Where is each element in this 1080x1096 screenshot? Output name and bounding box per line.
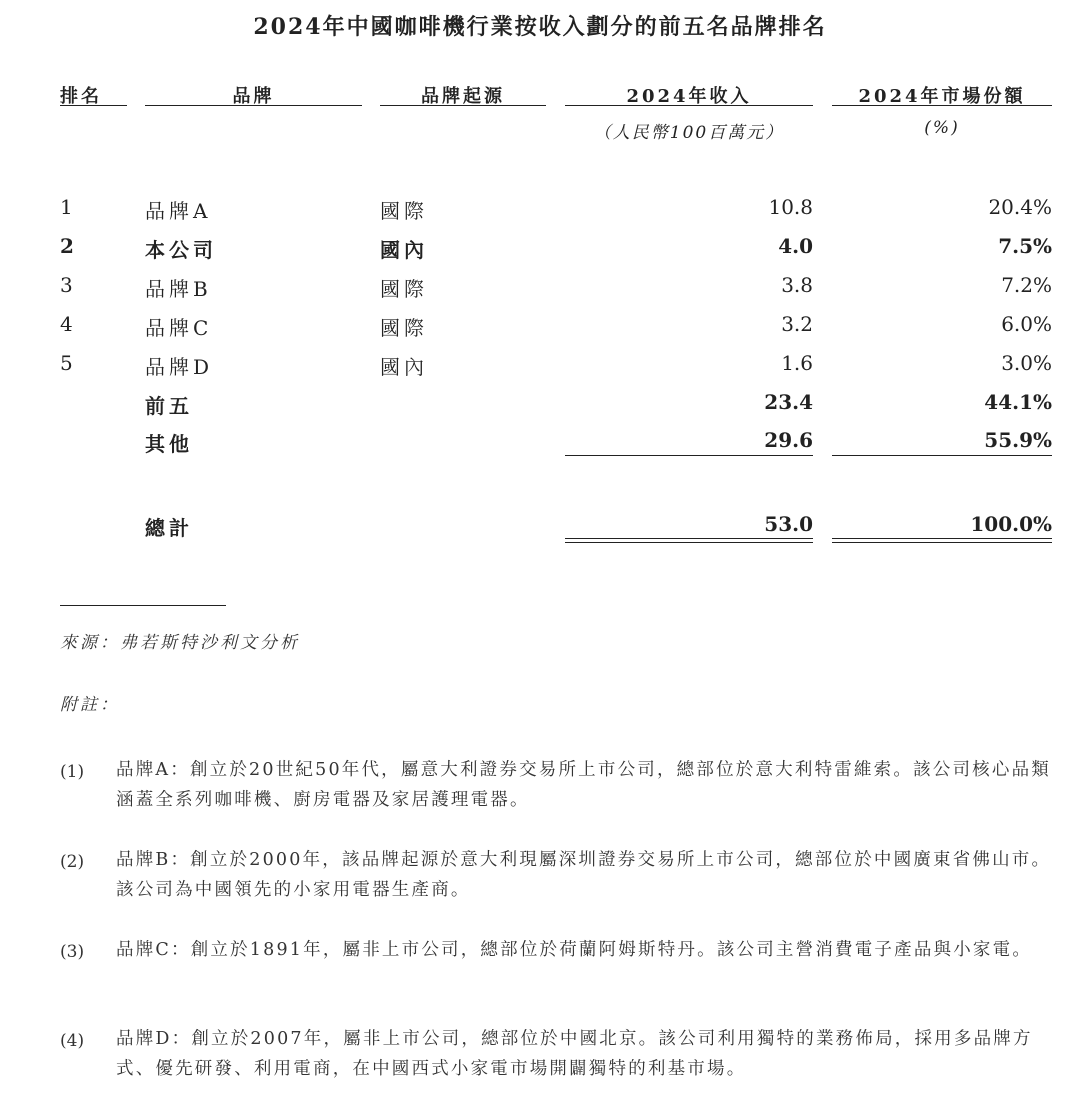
subtotal-top5-label: 前五 (145, 394, 193, 418)
row-2-origin: 國內 (380, 238, 428, 262)
sum-line-revenue (565, 455, 813, 456)
total-share: 100.0% (970, 512, 1052, 536)
row-1-revenue: 10.8 (768, 195, 813, 219)
subtotal-others-label: 其他 (145, 432, 193, 456)
share-unit: (%) (924, 118, 960, 138)
row-1-share: 20.4% (988, 195, 1052, 219)
header-underline-revenue (565, 105, 813, 106)
header-rank: 排名 (60, 86, 102, 107)
footnote-divider (60, 605, 226, 606)
row-2-rank: 2 (60, 234, 74, 258)
row-2-brand: 本公司 (145, 238, 217, 262)
note-3-number: (3) (60, 942, 85, 962)
row-1-brand: 品牌A (145, 199, 212, 223)
header-revenue: 2024年收入 (626, 86, 752, 107)
subtotal-top5-share: 44.1% (984, 390, 1052, 414)
note-3-text: 品牌C：創立於1891年，屬非上市公司，總部位於荷蘭阿姆斯特丹。該公司主營消費電子產品與小家電。 (116, 940, 1033, 960)
total-double-underline-share (832, 538, 1052, 543)
subtotal-others-share: 55.9% (984, 428, 1052, 452)
subtotal-top5-revenue: 23.4 (764, 390, 813, 414)
total-revenue: 53.0 (764, 512, 813, 536)
header-underline-share (832, 105, 1052, 106)
note-2-text: 品牌B：創立於2000年，該品牌起源於意大利現屬深圳證券交易所上市公司，總部位於中國廣東省佛山市。該公司為中國領先的小家用電器生產商。 (116, 850, 1052, 900)
row-3-revenue: 3.8 (781, 273, 813, 297)
revenue-unit: （人民幣100百萬元） (593, 123, 785, 143)
notes-heading: 附註： (60, 695, 120, 715)
source-line: 來源：弗若斯特沙利文分析 (60, 633, 300, 653)
row-2-revenue: 4.0 (778, 234, 813, 258)
row-5-origin: 國內 (380, 355, 428, 379)
table-title: 2024年中國咖啡機行業按收入劃分的前五名品牌排名 (253, 14, 827, 40)
note-2-number: (2) (60, 852, 85, 872)
note-1-text: 品牌A：創立於20世紀50年代，屬意大利證券交易所上市公司，總部位於意大利特雷維索。該公司核心品類涵蓋全系列咖啡機、廚房電器及家居護理電器。 (116, 760, 1051, 810)
header-brand: 品牌 (232, 86, 275, 107)
row-4-brand: 品牌C (145, 316, 213, 340)
sum-line-share (832, 455, 1052, 456)
note-4-text: 品牌D：創立於2007年，屬非上市公司，總部位於中國北京。該公司利用獨特的業務佈局，採用多品牌方式、優先研發、利用電商，在中國西式小家電市場開闢獨特的利基市場。 (116, 1029, 1033, 1079)
row-5-brand: 品牌D (145, 355, 214, 379)
row-3-rank: 3 (60, 273, 73, 297)
row-5-revenue: 1.6 (781, 351, 813, 375)
header-underline-origin (380, 105, 546, 106)
row-3-brand: 品牌B (145, 277, 212, 301)
row-4-revenue: 3.2 (781, 312, 813, 336)
row-4-rank: 4 (60, 312, 73, 336)
row-1-origin: 國際 (380, 199, 428, 223)
row-5-rank: 5 (60, 351, 73, 375)
row-3-origin: 國際 (380, 277, 428, 301)
row-5-share: 3.0% (1001, 351, 1052, 375)
note-4-number: (4) (60, 1031, 85, 1051)
row-1-rank: 1 (60, 195, 73, 219)
header-origin: 品牌起源 (421, 86, 505, 107)
subtotal-others-revenue: 29.6 (764, 428, 813, 452)
row-3-share: 7.2% (1001, 273, 1052, 297)
header-share: 2024年市場份額 (858, 86, 1026, 107)
header-underline-rank (60, 105, 127, 106)
row-4-origin: 國際 (380, 316, 428, 340)
note-1-number: (1) (60, 762, 85, 782)
total-double-underline-revenue (565, 538, 813, 543)
header-underline-brand (145, 105, 362, 106)
row-2-share: 7.5% (998, 234, 1052, 258)
row-4-share: 6.0% (1001, 312, 1052, 336)
total-label: 總計 (145, 516, 193, 540)
